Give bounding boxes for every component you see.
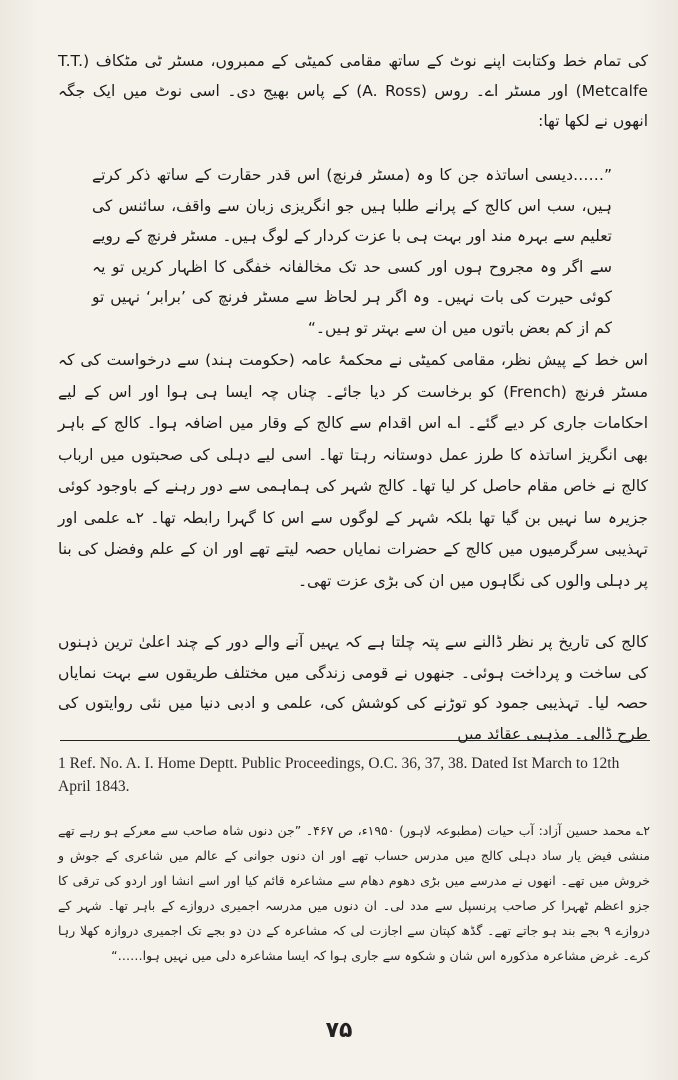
footnote-1-english: 1 Ref. No. A. I. Home Deptt. Public Proceedings, O.C. 36, 37, 38. Dated Ist March to 12th April 1843.: [58, 755, 620, 795]
paragraph-2-text: اس خط کے پیش نظر، مقامی کمیٹی نے محکمۂ عامہ (حکومت ہند) سے درخواست کی کہ مسٹر فرنچ (French) کو برخاست کر دیا جائے۔ چناں چہ ایسا ہی ہوا اور اس کے لیے احکامات جاری کر دیے گئے۔ ا؎ اس اقدام سے کالج کے وقار میں اضافہ ہوا۔ کالج کے باہر بھی انگریز اساتذہ کا طرز عمل دوستانہ رہتا تھا۔ اسی لیے دہلی کی صحبتوں میں ارباب کالج نے خاص مقام حاصل کر لیا تھا۔ کالج شہر کی ہماہمی سے دور رہنے کے باوجود کوئی جزیرہ سا نہیں بن گیا تھا بلکہ شہر کے لوگوں سے اس کا گہرا رابطہ تھا۔ ۲؎ علمی اور تہذیبی سرگرمیوں میں کالج کے حضرات نمایاں حصہ لیتے تھے اور ان کے علم وفضل کی بنا پر دہلی والوں کی نگاہوں میں ان کی بڑی عزت تھی۔: [58, 351, 649, 590]
footnote-2-urdu: ۲؎ محمد حسین آزاد: آب حیات (مطبوعہ لاہور) ۱۹۵۰ء، ص ۴۶۷۔ ”جن دنوں شاہ صاحب سے معرکے ہو رہے تھے منشی فیض یار ساد دہلی کالج میں مدرس حساب تھے اور ان دنوں جوانی کے عالم میں شاعری کے جوش و خروش میں تھے۔ انھوں نے مدرسے میں بڑی دھوم دھام سے مشاعرہ قائم کیا اور اسے انشا اور اردو کی ترقی کا جزو اعظم ٹھہرا کر صاحب پرنسپل سے مدد لی۔ ان دنوں میں مدرسہ اجمیری دروازے کے باہر تھا۔ شہر کے دروازے ۹ بجے بند ہو جاتے تھے۔ گڈھ کپتان سے اجازت لی کہ مشاعرہ کے دن دو بجے تک اجمیری دروازہ کھلا رہا کرے۔ غرض مشاعرہ مذکورہ اس شان و شکوہ سے جاری ہوا کہ ایسا مشاعرہ دلی میں نہیں ہوا……“: [58, 823, 650, 963]
paragraph-2: [58, 345, 648, 597]
block-quote: [92, 160, 612, 343]
paragraph-1-text: کی تمام خط وکتابت اپنے نوٹ کے ساتھ مقامی کمیٹی کے ممبروں، مسٹر ٹی مٹکاف (T.T. Metcalfe) اور مسٹر اے۔ روس (A. Ross) کے پاس بھیج دی۔ اسی نوٹ میں ایک جگہ انھوں نے لکھا تھا:: [58, 52, 648, 130]
paragraph-3-text: کالج کی تاریخ پر نظر ڈالنے سے پتہ چلتا ہے کہ یہیں آنے والے دور کے چند اعلیٰ ترین ذہنوں کی ساخت و پرداخت ہوئی۔ جنھوں نے قومی زندگی میں مختلف طریقوں سے بہت نمایاں حصہ لیا۔ تہذیبی جمود کو توڑنے کی کوشش کی، علمی و ادبی دنیا میں نئی روایتوں کی طرح ڈالی۔ مذہبی عقائد میں: [58, 633, 648, 743]
page-number: ۷۵: [325, 1018, 353, 1043]
paragraph-3: [58, 627, 648, 749]
block-quote-text: ”……دیسی اساتذہ جن کا وہ (مسٹر فرنچ) اس قدر حقارت کے ساتھ ذکر کرتے ہیں، سب اس کالج کے پرانے طلبا ہیں جو انگریزی زبان سے واقف، سائنس کی تعلیم سے بہرہ مند اور بہت ہی با عزت کردار کے لوگ ہیں۔ مسٹر فرنچ کے رویے سے اگر وہ مجروح ہوں اور کسی حد تک مخالفانہ خفگی کا اظہار کریں تو یہ کوئی حیرت کی بات نہیں۔ وہ اگر ہر لحاظ سے مسٹر فرنچ کی ’برابر‘ نہیں تو کم از کم بعض باتوں میں ان سے بہتر تو ہیں۔“: [92, 166, 612, 337]
paragraph-1: [58, 46, 648, 136]
footnote-divider: [60, 740, 650, 741]
